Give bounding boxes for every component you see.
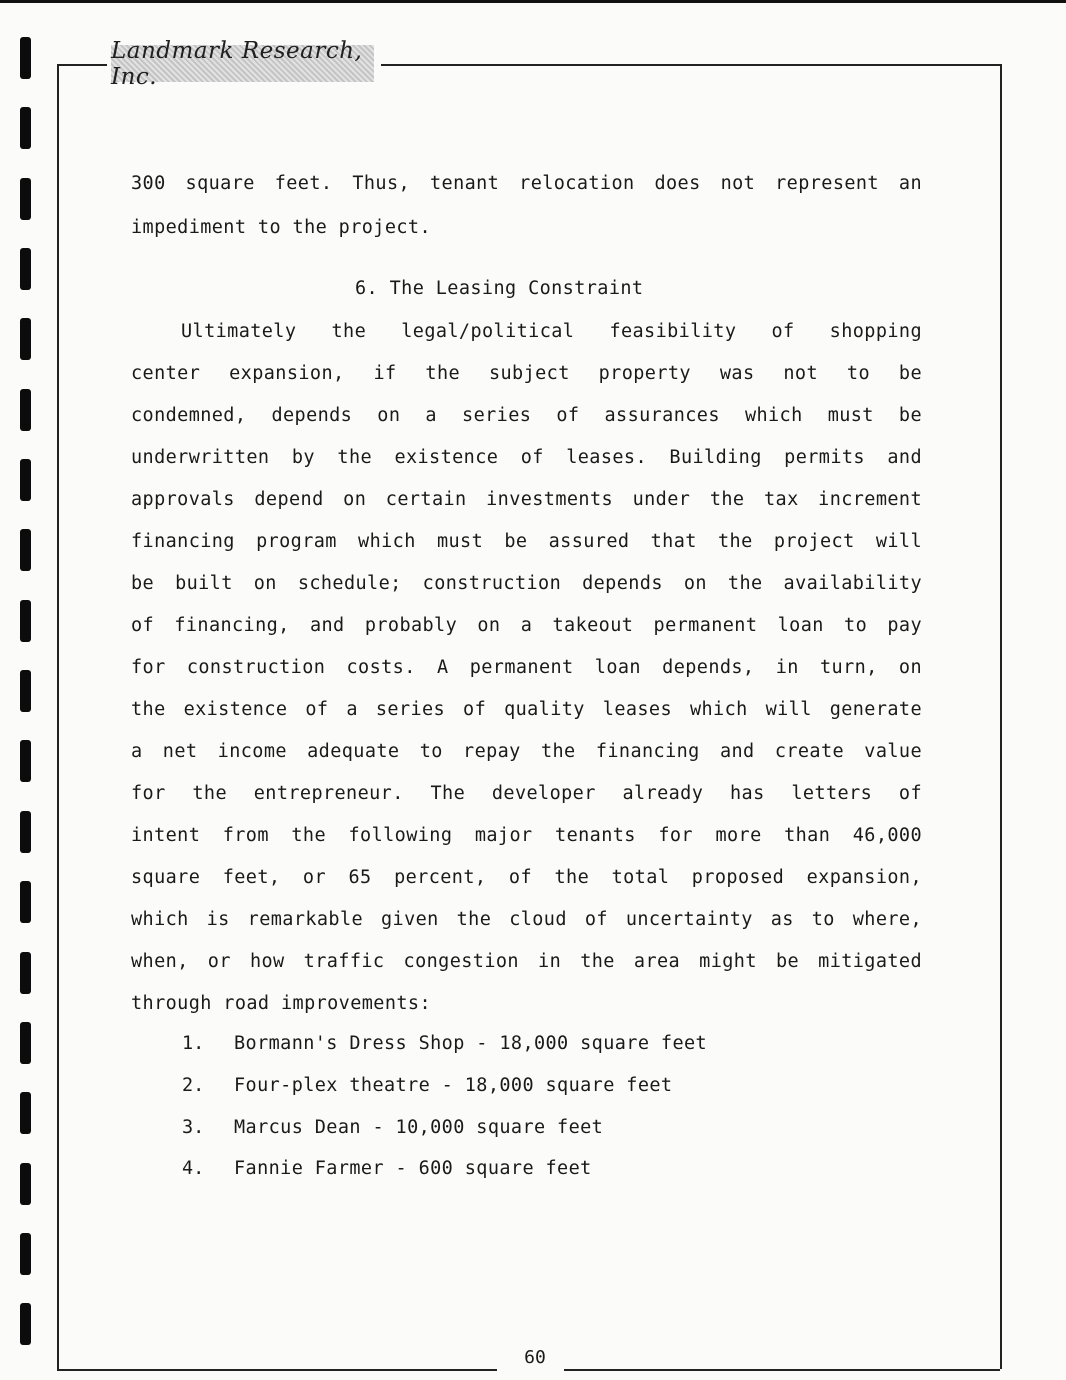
punch-hole [20, 600, 31, 642]
top-edge-rule [0, 0, 1066, 3]
punch-hole [20, 178, 31, 220]
list-item: Four-plex theatre - 18,000 square feet [234, 1075, 673, 1096]
frame-top-right-rule [381, 64, 1000, 66]
punch-hole [20, 459, 31, 501]
punch-hole [20, 1303, 31, 1345]
page-number: 60 [510, 1347, 560, 1368]
punch-hole [20, 248, 31, 290]
list-item: Bormann's Dress Shop - 18,000 square feet [234, 1033, 708, 1054]
paragraph-line: which is remarkable given the cloud of uncertainty as to where, [131, 909, 922, 930]
body-line: impediment to the project. [131, 217, 431, 238]
punch-hole [20, 389, 31, 431]
list-item: Fannie Farmer - 600 square feet [234, 1158, 592, 1179]
paragraph-line: the existence of a series of quality leases which will generate [131, 699, 922, 720]
section-heading: 6. The Leasing Constraint [355, 278, 644, 299]
list-item: Marcus Dean - 10,000 square feet [234, 1117, 604, 1138]
paragraph-line: a net income adequate to repay the financing and create value [131, 741, 922, 762]
punch-hole [20, 318, 31, 360]
body-line: 300 square feet. Thus, tenant relocation does not represent an [131, 173, 922, 194]
logo-text: Landmark Research, Inc. [111, 37, 363, 90]
frame-top-left-rule [57, 64, 107, 66]
punch-hole [20, 529, 31, 571]
paragraph-line: square feet, or 65 percent, of the total proposed expansion, [131, 867, 922, 888]
punch-hole [20, 37, 31, 79]
paragraph-line: through road improvements: [131, 993, 431, 1014]
paragraph-line: underwritten by the existence of leases. Building permits and [131, 447, 922, 468]
paragraph-line: Ultimately the legal/political feasibility of shopping [181, 321, 922, 342]
frame-bottom-right-rule [564, 1369, 1000, 1371]
punch-hole [20, 740, 31, 782]
paragraph-line: center expansion, if the subject property was not to be [131, 363, 922, 384]
punch-hole [20, 811, 31, 853]
list-item-number: 1. [182, 1033, 205, 1054]
paragraph-line: when, or how traffic congestion in the area might be mitigated [131, 951, 922, 972]
frame-bottom-left-rule [57, 1369, 497, 1371]
punch-hole [20, 952, 31, 994]
punch-hole [20, 1163, 31, 1205]
paragraph-line: approvals depend on certain investments under the tax increment [131, 489, 922, 510]
company-logo [111, 37, 374, 90]
paragraph-line: be built on schedule; construction depends on the availability [131, 573, 922, 594]
paragraph-line: for construction costs. A permanent loan depends, in turn, on [131, 657, 922, 678]
paragraph-line: of financing, and probably on a takeout permanent loan to pay [131, 615, 922, 636]
punch-hole [20, 1092, 31, 1134]
list-item-number: 4. [182, 1158, 205, 1179]
punch-hole [20, 1022, 31, 1064]
punch-hole [20, 1233, 31, 1275]
paragraph-line: condemned, depends on a series of assurances which must be [131, 405, 922, 426]
paragraph-line: for the entrepreneur. The developer already has letters of [131, 783, 922, 804]
list-item-number: 3. [182, 1117, 205, 1138]
punch-hole [20, 881, 31, 923]
punch-hole [20, 107, 31, 149]
list-item-number: 2. [182, 1075, 205, 1096]
paragraph-line: intent from the following major tenants for more than 46,000 [131, 825, 922, 846]
paragraph-line: financing program which must be assured that the project will [131, 531, 922, 552]
punch-hole [20, 670, 31, 712]
